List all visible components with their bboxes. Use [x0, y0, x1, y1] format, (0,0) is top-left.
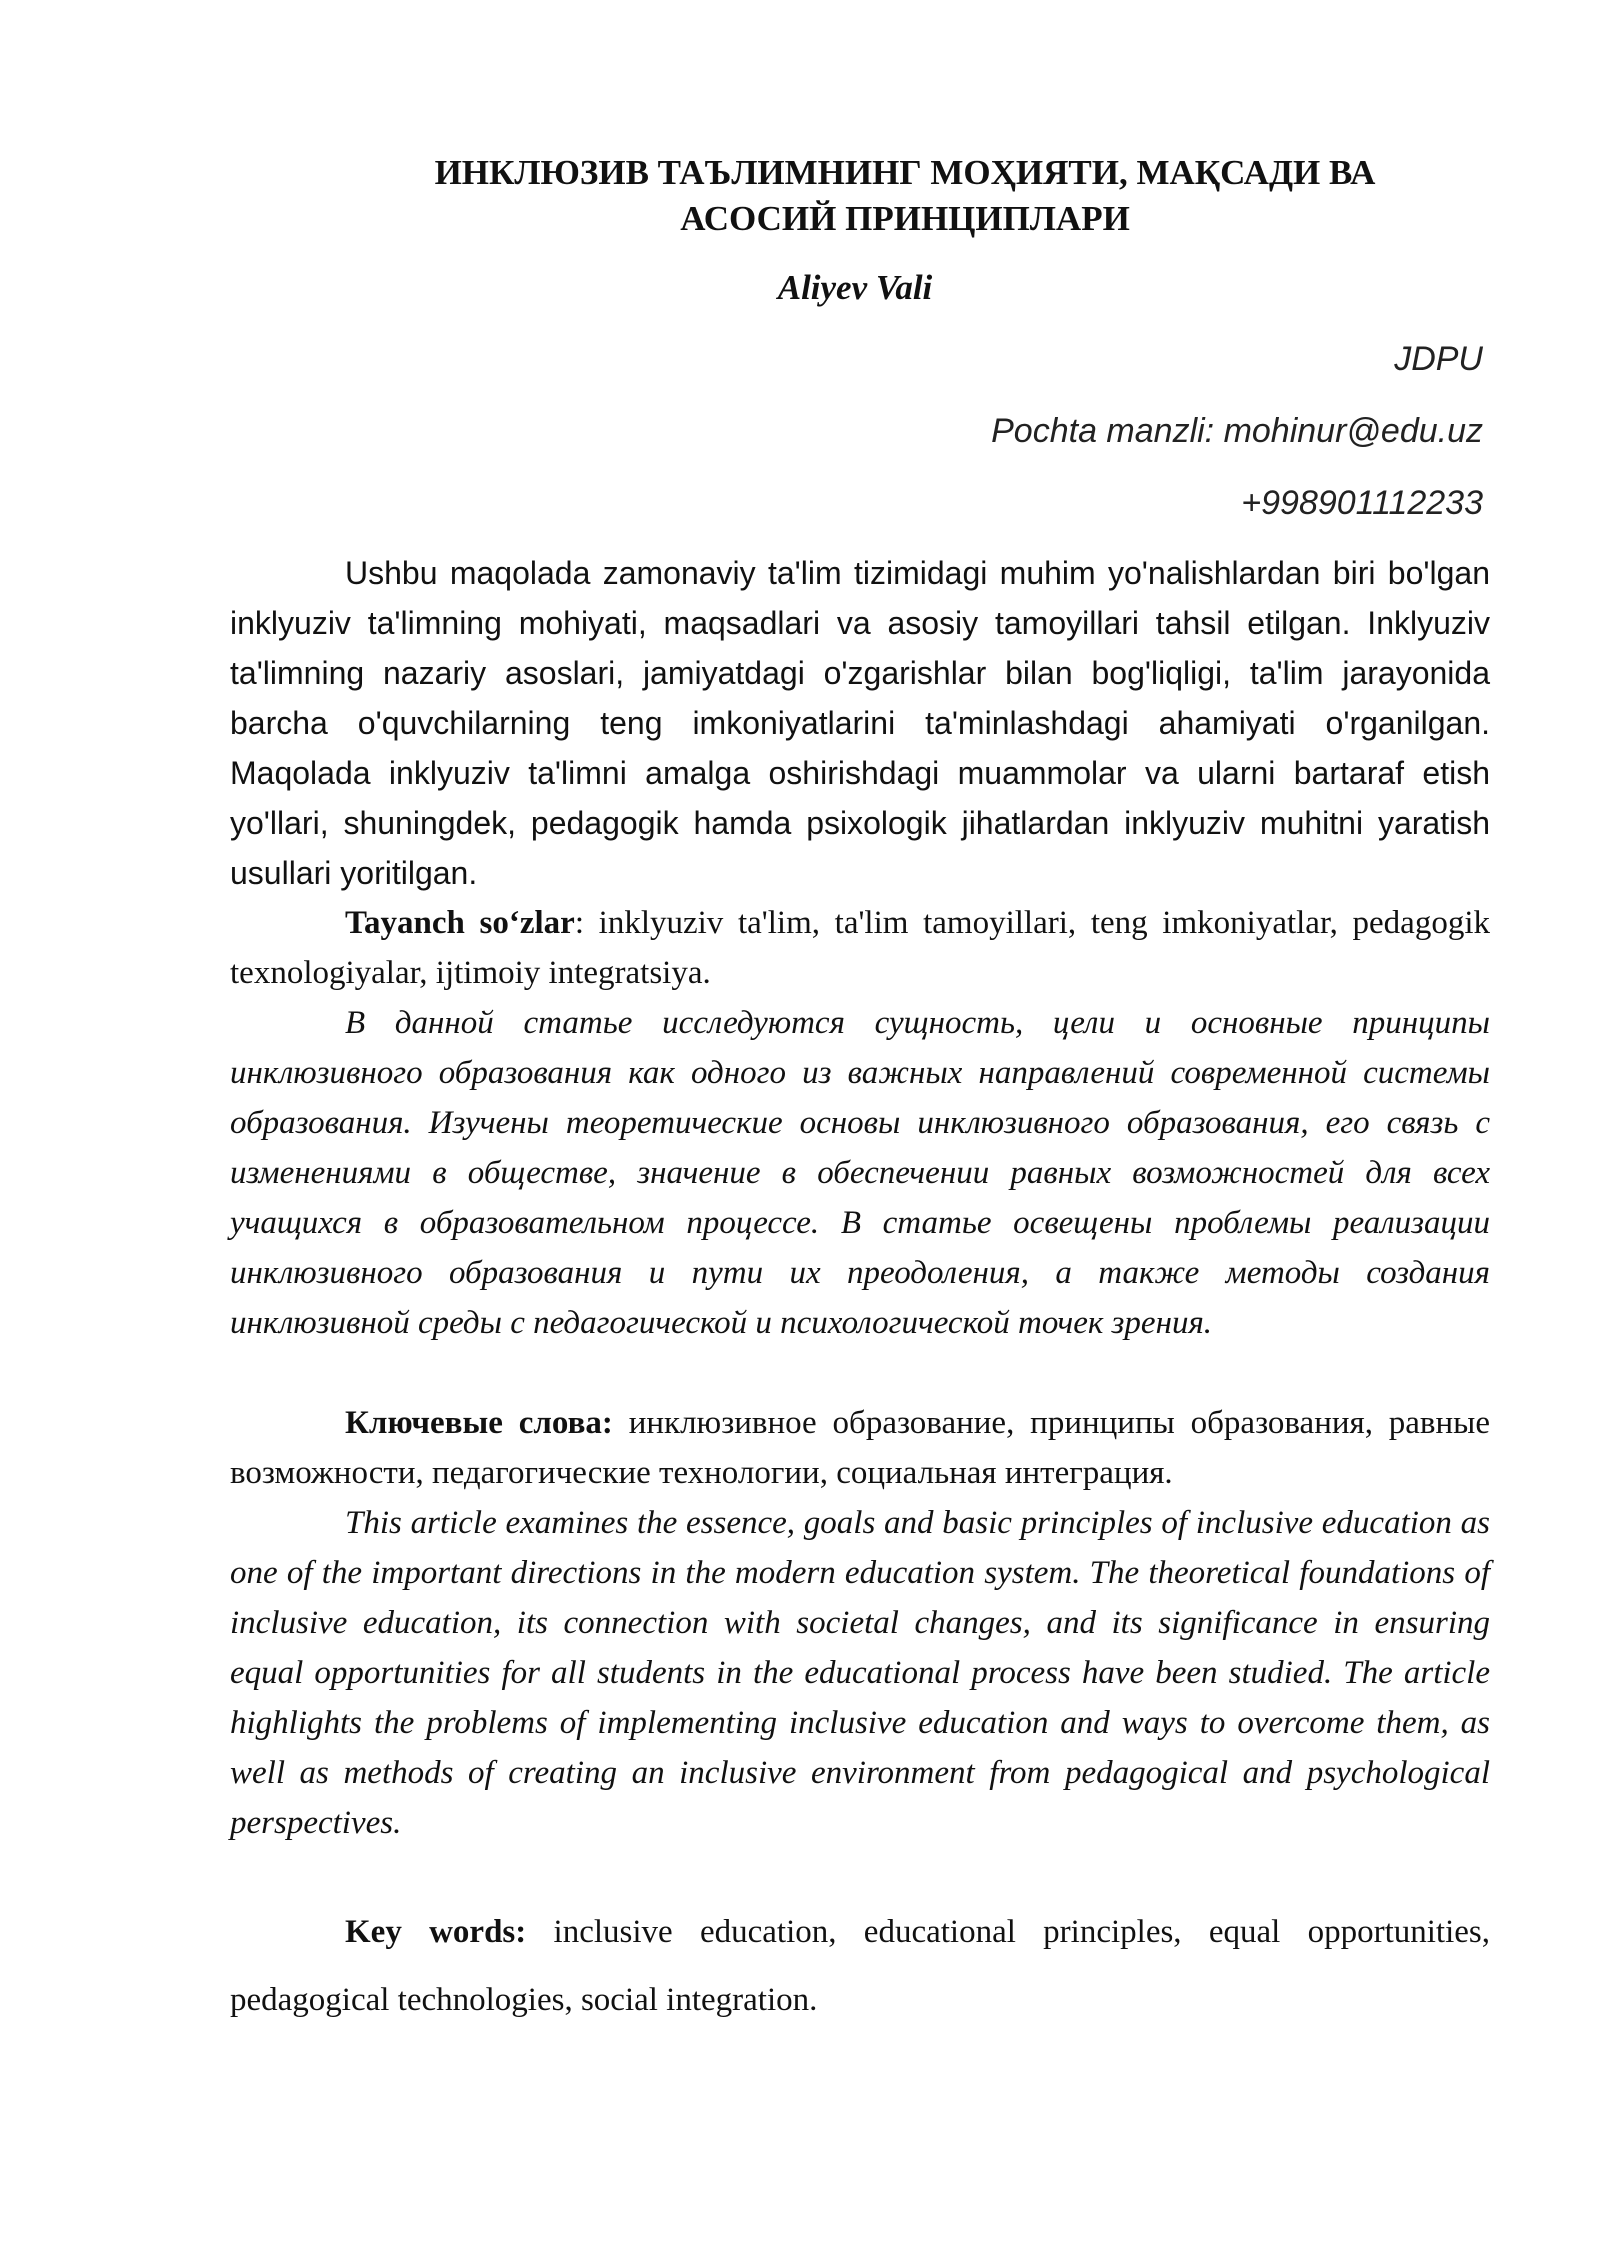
keywords-uzbek-list: : inklyuziv ta'lim, ta'lim tamoyillari, teng imkoniyatlar, pedagogik texnologiyalar, ijtimoiy integratsiya. — [230, 905, 1490, 991]
keywords-russian-list: инклюзивное образование, принципы образования, равные возможности, педагогические технологии, социальная интеграция. — [230, 1405, 1490, 1491]
abstract-english: This article examines the essence, goals and basic principles of inclusive education as one of the important directions in the modern education system. The theoretical foundations of inclusive education, its connection with societal changes, and its significance in ensuring equal opportunities for all students in the educational process have been studied. The article highlights the problems of implementing inclusive education and ways to overcome them, as well as methods of creating an inclusive environment from pedagogical and psychological perspectives. — [230, 1505, 1490, 1841]
title-line-1: ИНКЛЮЗИВ ТАЪЛИМНИНГ МОҲИЯТИ, МАҚСАДИ ВА — [434, 153, 1376, 192]
keywords-uzbek-label: Tayanch so‘zlar — [345, 905, 575, 941]
keywords-english — [230, 1898, 1490, 2034]
author-name: Aliyev Vali — [777, 268, 933, 307]
title-line-2: АСОСИЙ ПРИНЦИПЛАРИ — [680, 199, 1130, 238]
keywords-uzbek — [230, 898, 1490, 998]
affiliation: JDPU — [1394, 340, 1483, 378]
keywords-english-list: inclusive education, educational principles, equal opportunities, pedagogical technologies, social integration. — [230, 1914, 1490, 2018]
keywords-russian — [230, 1398, 1490, 1498]
abstract-uzbek: Ushbu maqolada zamonaviy ta'lim tizimidagi muhim yo'nalishlardan biri bo'lgan inklyuziv ta'limning mohiyati, maqsadlari va asosiy tamoyillari tahsil etilgan. Inklyuziv ta'limning nazariy asoslari, jamiyatdagi o'zgarishlar bilan bog'liqligi, ta'lim jarayonida barcha o'quvchilarning teng imkoniyatlarini ta'minlashdagi ahamiyati o'rganilgan. Maqolada inklyuziv ta'limni amalga oshirishdagi muammolar va ularni bartaraf etish yo'llari, shuningdek, pedagogik hamda psixologik jihatlardan inklyuziv muhitni yaratish usullari yoritilgan. — [230, 555, 1490, 891]
keywords-english-label: Key words: — [345, 1914, 527, 1950]
keywords-russian-label: Ключевые слова: — [345, 1405, 613, 1441]
paper-title — [330, 150, 1480, 242]
email-line: Pochta manzli: mohinur@edu.uz — [991, 412, 1483, 450]
phone-number: +998901112233 — [1241, 484, 1483, 522]
abstract-russian: В данной статье исследуются сущность, цели и основные принципы инклюзивного образования как одного из важных направлений современной системы образования. Изучены теоретические основы инклюзивного образования, его связь с изменениями в обществе, значение в обеспечении равных возможностей для всех учащихся в образовательном процессе. В статье освещены проблемы реализации инклюзивного образования и пути их преодоления, а также методы создания инклюзивной среды с педагогической и психологической точек зрения. — [230, 1005, 1490, 1341]
